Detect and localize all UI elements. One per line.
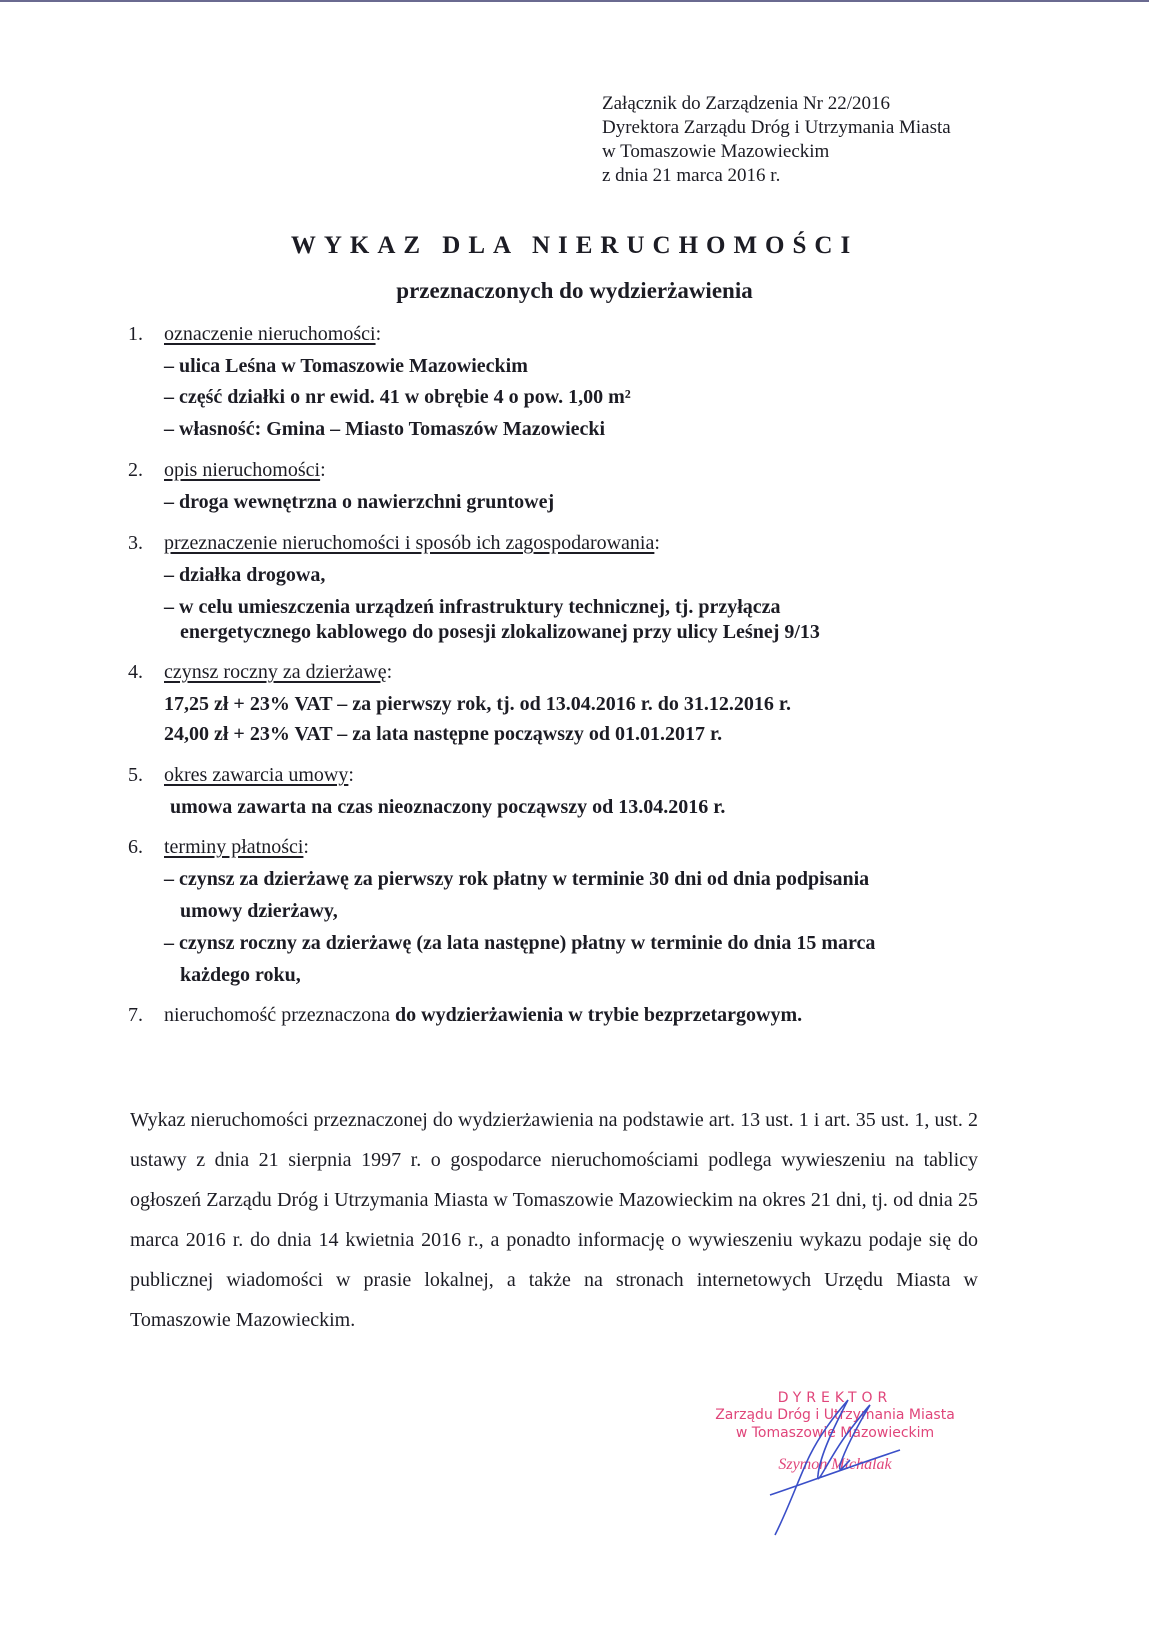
section-4-item: 17,25 zł + 23% VAT – za pierwszy rok, tj. od 13.04.2016 r. do 31.12.2016 r. [164, 693, 791, 715]
section-3-item: – w celu umieszczenia urządzeń infrastruktury technicznej, tj. przyłącza [164, 596, 781, 618]
section-1-item: – część działki o nr ewid. 41 w obrębie 4 o pow. 1,00 m² [164, 386, 631, 408]
section-6-item: umowy dzierżawy, [180, 900, 338, 922]
section-4-item: 24,00 zł + 23% VAT – za lata następne począwszy od 01.01.2017 r. [164, 723, 723, 745]
section-5-item: umowa zawarta na czas nieoznaczony począwszy od 13.04.2016 r. [170, 796, 726, 818]
section-3-item: energetycznego kablowego do posesji zlokalizowanej przy ulicy Leśnej 9/13 [180, 621, 820, 643]
header-line: Załącznik do Zarządzenia Nr 22/2016 [602, 93, 891, 114]
stamp-line: w Tomaszowie Mazowieckim [735, 1425, 935, 1441]
attachment-header [602, 92, 951, 188]
section-1-item: – ulica Leśna w Tomaszowie Mazowieckim [164, 355, 528, 377]
section-7: 7. nieruchomość przeznaczona do wydzierżawienia w trybie bezprzetargowym. [128, 1004, 803, 1026]
section-6-heading: 6. terminy płatności: [128, 836, 309, 858]
handwritten-signature-icon [750, 1395, 910, 1545]
header-line: Dyrektora Zarządu Dróg i Utrzymania Miasta [602, 117, 951, 138]
legal-basis-paragraph: Wykaz nieruchomości przeznaczonej do wydzierżawienia na podstawie art. 13 ust. 1 i art. 35 ust. 1, ust. 2 ustawy z dnia 21 sierpnia 1997 r. o gospodarce nieruchomościami podlega wywieszeniu na tablicy ogłoszeń Zarządu Dróg i Utrzymania Miasta w Tomaszowie Mazowieckim na okres 21 dni, tj. od dnia 25 marca 2016 r. do dnia 14 kwietnia 2016 r., a ponadto informację o wywieszeniu wykazu podaje się do publicznej wiadomości w prasie lokalnej, a także na stronach internetowych Urzędu Miasta w Tomaszowie Mazowieckim. [130, 1109, 978, 1331]
section-6-item: – czynsz roczny za dzierżawę (za lata następne) płatny w terminie do dnia 15 marca [164, 932, 876, 954]
stamp-name: Szymon Michalak [778, 1456, 892, 1473]
section-2-heading: 2. opis nieruchomości: [128, 459, 326, 481]
section-5-heading: 5. okres zawarcia umowy: [128, 764, 354, 786]
section-1-item: – własność: Gmina – Miasto Tomaszów Mazowiecki [164, 418, 606, 440]
section-6-item: każdego roku, [180, 964, 301, 986]
stamp-title: DYREKTOR [777, 1390, 893, 1406]
section-3-item: – działka drogowa, [164, 564, 326, 586]
section-1-heading: 1. oznaczenie nieruchomości: [128, 323, 382, 345]
document-title: WYKAZ DLA NIERUCHOMOŚCI [290, 232, 859, 259]
document-subtitle: przeznaczonych do wydzierżawienia [396, 278, 753, 303]
header-line: w Tomaszowie Mazowieckim [602, 141, 830, 162]
section-3-heading: 3. przeznaczenie nieruchomości i sposób ich zagospodarowania: [128, 532, 660, 554]
section-6-item: – czynsz za dzierżawę za pierwszy rok płatny w terminie 30 dni od dnia podpisania [164, 868, 870, 890]
stamp-line: Zarządu Dróg i Utrzymania Miasta [715, 1407, 955, 1423]
section-2-item: – droga wewnętrzna o nawierzchni gruntowej [164, 491, 555, 513]
scan-edge [0, 0, 1149, 2]
header-line: z dnia 21 marca 2016 r. [602, 165, 781, 186]
section-4-heading: 4. czynsz roczny za dzierżawę: [128, 661, 393, 683]
